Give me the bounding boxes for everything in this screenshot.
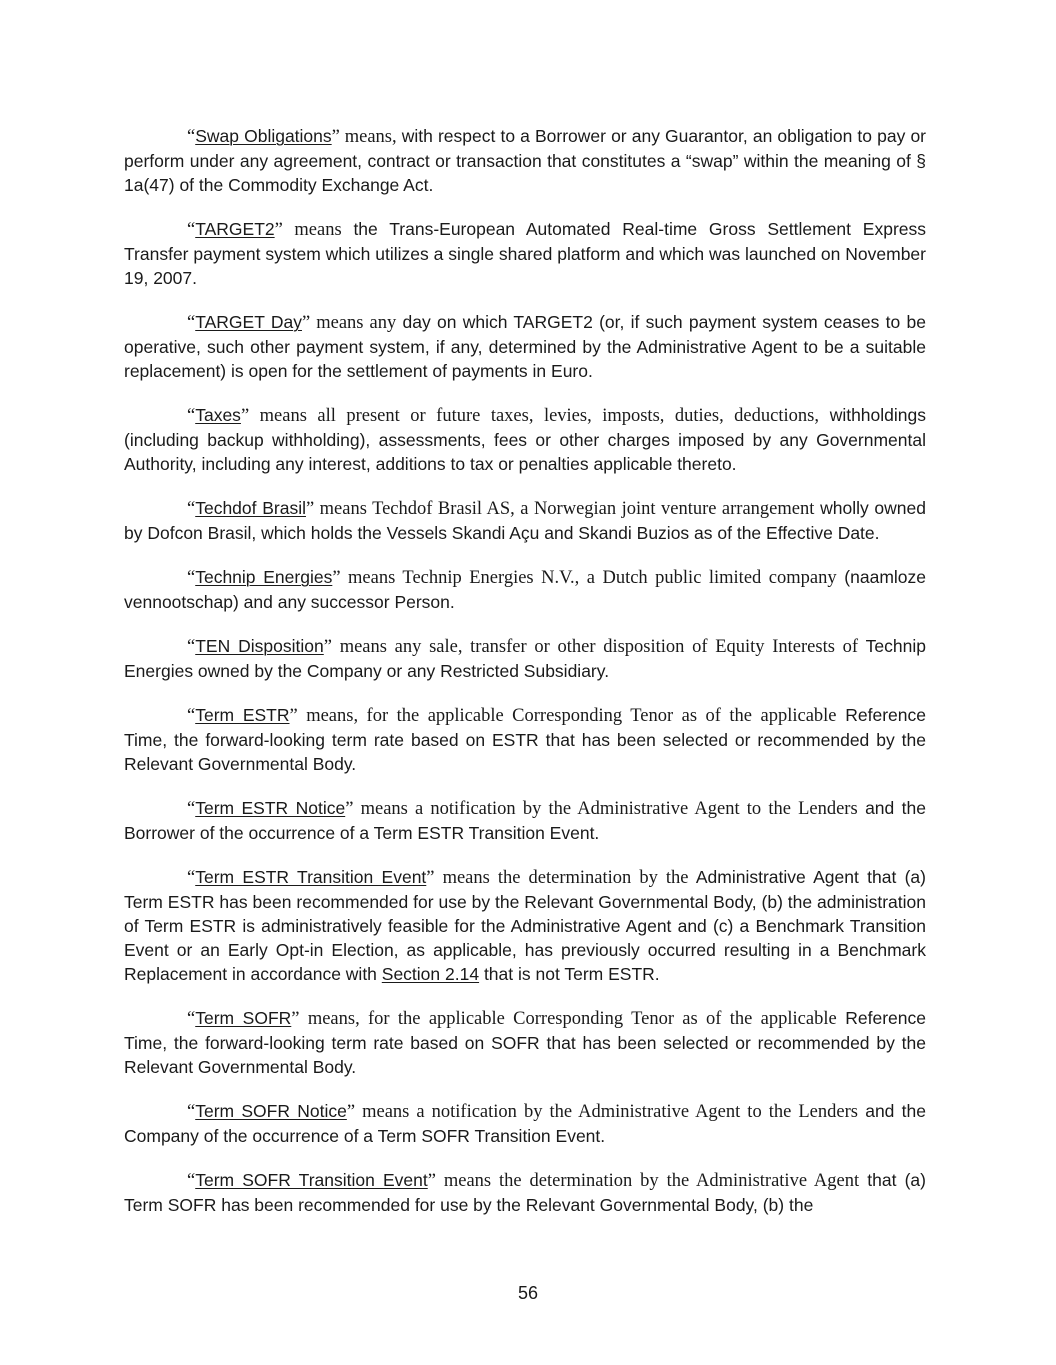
definition-body: withholdings (including backup withholding), assessments, fees or other charges imposed by any Governmental Authority, including any interest, additions to tax or penalties applicable thereto. [124, 405, 926, 474]
definition-body: Reference Time, the forward-looking term rate based on SOFR that has been selected or recommended by the Relevant Governmental Body. [124, 1008, 926, 1077]
definition-tail: that is not Term ESTR. [479, 964, 660, 984]
defined-term: Taxes [195, 405, 241, 425]
document-page [124, 124, 926, 1237]
definition-connector: means all present or future taxes, levies, imposts, duties, deductions, [249, 406, 819, 426]
definition-ten-disposition: “TEN Disposition” means any sale, transfer or other disposition of Equity Interests of Technip Energies owned by the Company or any Restricted Subsidiary. [124, 636, 926, 681]
definition-connector: means a notification by the Administrative Agent to the Lenders [353, 799, 858, 819]
defined-term: TARGET2 [195, 219, 275, 239]
definition-techdof-brasil: “Techdof Brasil” means Techdof Brasil AS, a Norwegian joint venture arrangement wholly owned by Dofcon Brasil, which holds the Vessels Skandi Açu and Skandi Buzios as of the Effective Date. [124, 498, 926, 543]
definition-body: Technip Energies owned by the Company or any Restricted Subsidiary. [124, 636, 926, 681]
definition-target-day: “TARGET Day” means any day on which TARGET2 (or, if such payment system ceases to be operative, such other payment system, if any, determined by the Administrative Agent to be a suitable replacement) is open for the settlement of payments in Euro. [124, 312, 926, 381]
definition-taxes: “Taxes” means all present or future taxes, levies, imposts, duties, deductions, withholdings (including backup withholding), assessments, fees or other charges imposed by any Governmental Authority, including any interest, additions to tax or penalties applicable thereto. [124, 405, 926, 474]
definition-term-estr: “Term ESTR” means, for the applicable Corresponding Tenor as of the applicable Reference Time, the forward-looking term rate based on ESTR that has been selected or recommended by the Relevant Governmental Body. [124, 705, 926, 774]
definition-connector: means, for the applicable Corresponding Tenor as of the applicable [297, 706, 837, 726]
definition-body: wholly owned by Dofcon Brasil, which holds the Vessels Skandi Açu and Skandi Buzios as of the Effective Date. [124, 498, 926, 543]
definition-connector: means the determination by the [434, 868, 689, 888]
definition-term-sofr-notice: “Term SOFR Notice” means a notification by the Administrative Agent to the Lenders and the Company of the occurrence of a Term SOFR Transition Event. [124, 1101, 927, 1146]
defined-term: TARGET Day [195, 312, 302, 332]
section-cross-reference: Section 2.14 [381, 964, 480, 984]
definition-body: Reference Time, the forward-looking term rate based on ESTR that has been selected or recommended by the Relevant Governmental Body. [124, 705, 926, 774]
defined-term: Term SOFR Transition Event [195, 1170, 428, 1190]
definition-term-estr-transition-event: “Term ESTR Transition Event” means the determination by the Administrative Agent that (a) Term ESTR has been recommended for use by the Relevant Governmental Body, (b) the administration of Term ESTR is administratively feasible for the Administrative Agent and (c) a Benchmark Transition Event or an Early Opt-in Election, as applicable, has previously occurred resulting in a Benchmark Replacement in accordance with Section 2.14 that is not Term ESTR. [124, 867, 926, 984]
definition-body: Administrative Agent that (a) Term ESTR has been recommended for use by the Relevant Governmental Body, (b) the administration of Term ESTR is administratively feasible for the Administrative Agent and (c) a Benchmark Transition Event or an Early Opt-in Election, as applicable, has previously occurred resulting in a Benchmark Replacement in accordance with [124, 867, 926, 984]
definition-term-sofr-transition-event: “Term SOFR Transition Event” means the determination by the Administrative Agent that (a) Term SOFR has been recommended for use by the Relevant Governmental Body, (b) the [124, 1170, 926, 1215]
definition-connector: means a notification by the Administrative Agent to the Lenders [355, 1102, 858, 1122]
defined-term: Techdof Brasil [195, 498, 306, 518]
definition-swap-obligations: “Swap Obligations” means, with respect to a Borrower or any Guarantor, an obligation to pay or perform under any agreement, contract or transaction that constitutes a “swap” within the meaning of § 1a(47) of the Commodity Exchange Act. [124, 126, 926, 195]
definition-connector: means any sale, transfer or other disposition of Equity Interests of [331, 637, 859, 657]
definition-body: (naamloze vennootschap) and any successor Person. [124, 567, 926, 612]
definition-target2: “TARGET2” means the Trans-European Automated Real-time Gross Settlement Express Transfer payment system which utilizes a single shared platform and which was launched on November 19, 2007. [124, 219, 927, 288]
definition-connector: means, [339, 127, 397, 147]
definition-body: day on which TARGET2 (or, if such payment system ceases to be operative, such other payment system, if any, determined by the Administrative Agent to be a suitable replacement) is open for the settlement of payments in Euro. [124, 312, 926, 381]
definition-connector: means Techdof Brasil AS, a Norwegian joint venture arrangement [314, 499, 815, 519]
definition-body: and the Borrower of the occurrence of a Term ESTR Transition Event. [124, 798, 927, 843]
definition-body: that (a) Term SOFR has been recommended for use by the Relevant Governmental Body, (b) the [124, 1170, 926, 1215]
definition-term-sofr: “Term SOFR” means, for the applicable Corresponding Tenor as of the applicable Reference Time, the forward-looking term rate based on SOFR that has been selected or recommended by the Relevant Governmental Body. [124, 1008, 926, 1077]
defined-term: Term ESTR Notice [195, 798, 346, 818]
defined-term: Term ESTR Transition Event [195, 867, 427, 887]
definition-connector: means any [310, 313, 397, 333]
definition-body: and the Company of the occurrence of a Term SOFR Transition Event. [124, 1101, 927, 1146]
definition-connector: means the determination by the Administrative Agent [435, 1171, 860, 1191]
page-number: 56 [517, 1283, 539, 1303]
defined-term: TEN Disposition [195, 636, 324, 656]
defined-term: Term SOFR Notice [195, 1101, 347, 1121]
definition-connector: means Technip Energies N.V., a Dutch public limited company [340, 568, 837, 588]
defined-term: Term ESTR [195, 705, 290, 725]
definition-connector: means, for the applicable Corresponding Tenor as of the applicable [299, 1009, 837, 1029]
defined-term: Technip Energies [195, 567, 333, 587]
definition-connector: means [282, 220, 342, 240]
defined-term: Term SOFR [195, 1008, 292, 1028]
definition-body: with respect to a Borrower or any Guarantor, an obligation to pay or perform under any agreement, contract or transaction that constitutes a “swap” within the meaning of § 1a(47) of the Commodity Exchange Act. [124, 126, 926, 195]
definition-body: the Trans-European Automated Real-time Gross Settlement Express Transfer payment system which utilizes a single shared platform and which was launched on November 19, 2007. [124, 219, 927, 288]
definition-term-estr-notice: “Term ESTR Notice” means a notification by the Administrative Agent to the Lenders and the Borrower of the occurrence of a Term ESTR Transition Event. [124, 798, 927, 843]
definition-technip-energies: “Technip Energies” means Technip Energies N.V., a Dutch public limited company (naamloze vennootschap) and any successor Person. [124, 567, 926, 612]
defined-term: Swap Obligations [195, 126, 332, 146]
